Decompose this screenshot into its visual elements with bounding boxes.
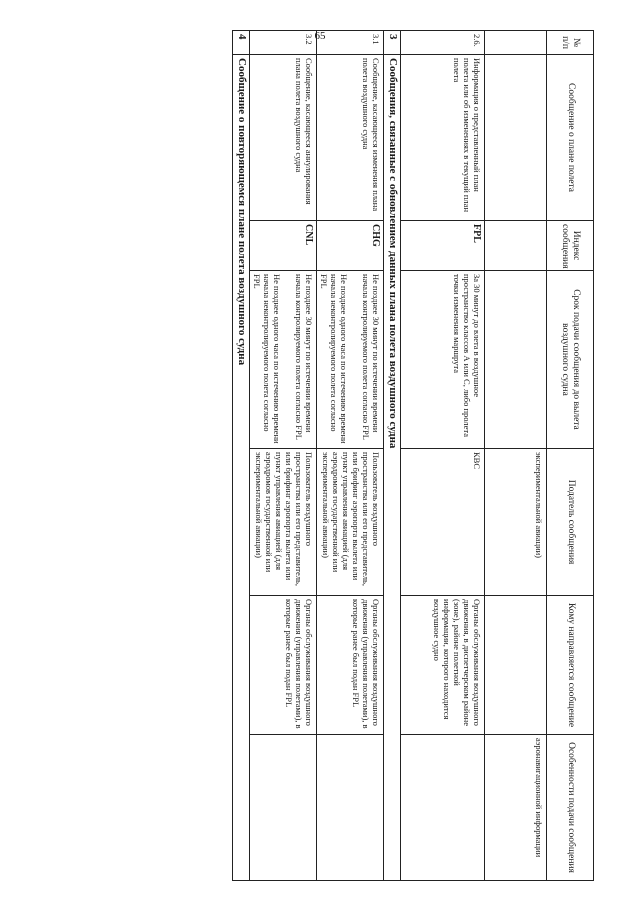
col-header-sender: Податель сообщения — [547, 449, 594, 596]
page-number: 65 — [314, 30, 326, 42]
cell-features — [401, 735, 485, 881]
col-header-recipient: Кому направляется сообщение — [547, 596, 594, 735]
cell-sender: Пользователь воздушного пространства или его представитель, или брифинг аэропорта вылета или пункт управления авиацией (для аэродромов государственной или экспериментальной авиации) — [316, 449, 383, 596]
deadline-controlled: Не позднее 30 минут по истечении времени начала контролируемого полета согласно FPL — [360, 274, 381, 440]
cell-message: Сообщение, касающееся аннулирования плана полета воздушного судна — [249, 55, 316, 221]
cell-message: Информация о представленный план полета или об изменениях в текущий план полета — [401, 55, 485, 221]
cell-sender: КВС — [401, 449, 485, 596]
cell-features — [316, 735, 383, 881]
cell-features: аэронавигационной информации — [485, 735, 547, 881]
cell-recipient: Органы обслуживания воздушного движения, в диспетчерском районе (зоне), районе полетной информации, которого находится воздушное судно — [401, 596, 485, 735]
cell-features — [249, 735, 316, 881]
cell-deadline — [249, 271, 316, 449]
cell-num — [485, 31, 547, 55]
col-header-features: Особенности подачи сообщения — [547, 735, 594, 881]
section-row-4 — [232, 31, 249, 881]
section-num: 4 — [232, 31, 249, 55]
cell-deadline — [485, 271, 547, 449]
table-row-continuation — [485, 31, 547, 881]
table-row-3-1 — [316, 31, 383, 881]
deadline-uncontrolled: Не позднее одного часа по истечению времени начала неконтролируемого полета согласно FPL — [251, 274, 282, 444]
cell-recipient: Органы обслуживания воздушного движения (управления полетами), в которые ранее был подан FPL — [249, 596, 316, 735]
cell-num: 3.1 — [316, 31, 383, 55]
cell-index: CNL — [249, 221, 316, 271]
section-num: 3 — [384, 31, 401, 55]
col-header-message: Сообщение о плане полета — [547, 55, 594, 221]
cell-index — [485, 221, 547, 271]
table-row-3-2 — [249, 31, 316, 881]
section-title: Сообщения, связанные с обновлением данных плана полета воздушного судна — [384, 55, 401, 881]
cell-message — [485, 55, 547, 221]
cell-sender: экспериментальной авиации) — [485, 449, 547, 596]
section-row-3 — [384, 31, 401, 881]
table-header-row — [547, 31, 594, 881]
cell-index: CHG — [316, 221, 383, 271]
cell-num: 3.2 — [249, 31, 316, 55]
flight-plan-messages-table — [232, 30, 594, 881]
table-row-2-6 — [401, 31, 485, 881]
cell-recipient — [485, 596, 547, 735]
cell-message: Сообщение, касающееся изменения плана полета воздушного судна — [316, 55, 383, 221]
cell-recipient: Органы обслуживания воздушного движения (управления полетами), в которые ранее был подан FPL — [316, 596, 383, 735]
col-header-index: Индекс сообщения — [547, 221, 594, 271]
cell-index: FPL — [401, 221, 485, 271]
deadline-uncontrolled: Не позднее одного часа по истечению времени начала неконтролируемого полета согласно FPL — [318, 274, 349, 444]
cell-deadline: За 30 минут до влета в воздушное пространство классов А или С, либо пролета точки изменения маршрута — [401, 271, 485, 449]
deadline-controlled: Не позднее 30 минут по истечении времени начала контролируемого полета согласно FPL — [293, 274, 314, 440]
rotated-table-container — [46, 30, 594, 880]
cell-num: 2.6. — [401, 31, 485, 55]
cell-deadline — [316, 271, 383, 449]
cell-sender: Пользователь воздушного пространства или его представитель, или брифинг аэропорта вылета или пункт управления авиацией (для аэродромов государственной или экспериментальной авиации) — [249, 449, 316, 596]
section-title: Сообщение о повторяющемся плане полета воздушного судна — [232, 55, 249, 881]
col-header-deadline: Срок подачи сообщения до вылета воздушного судна — [547, 271, 594, 449]
col-header-num: № п/п — [547, 31, 594, 55]
